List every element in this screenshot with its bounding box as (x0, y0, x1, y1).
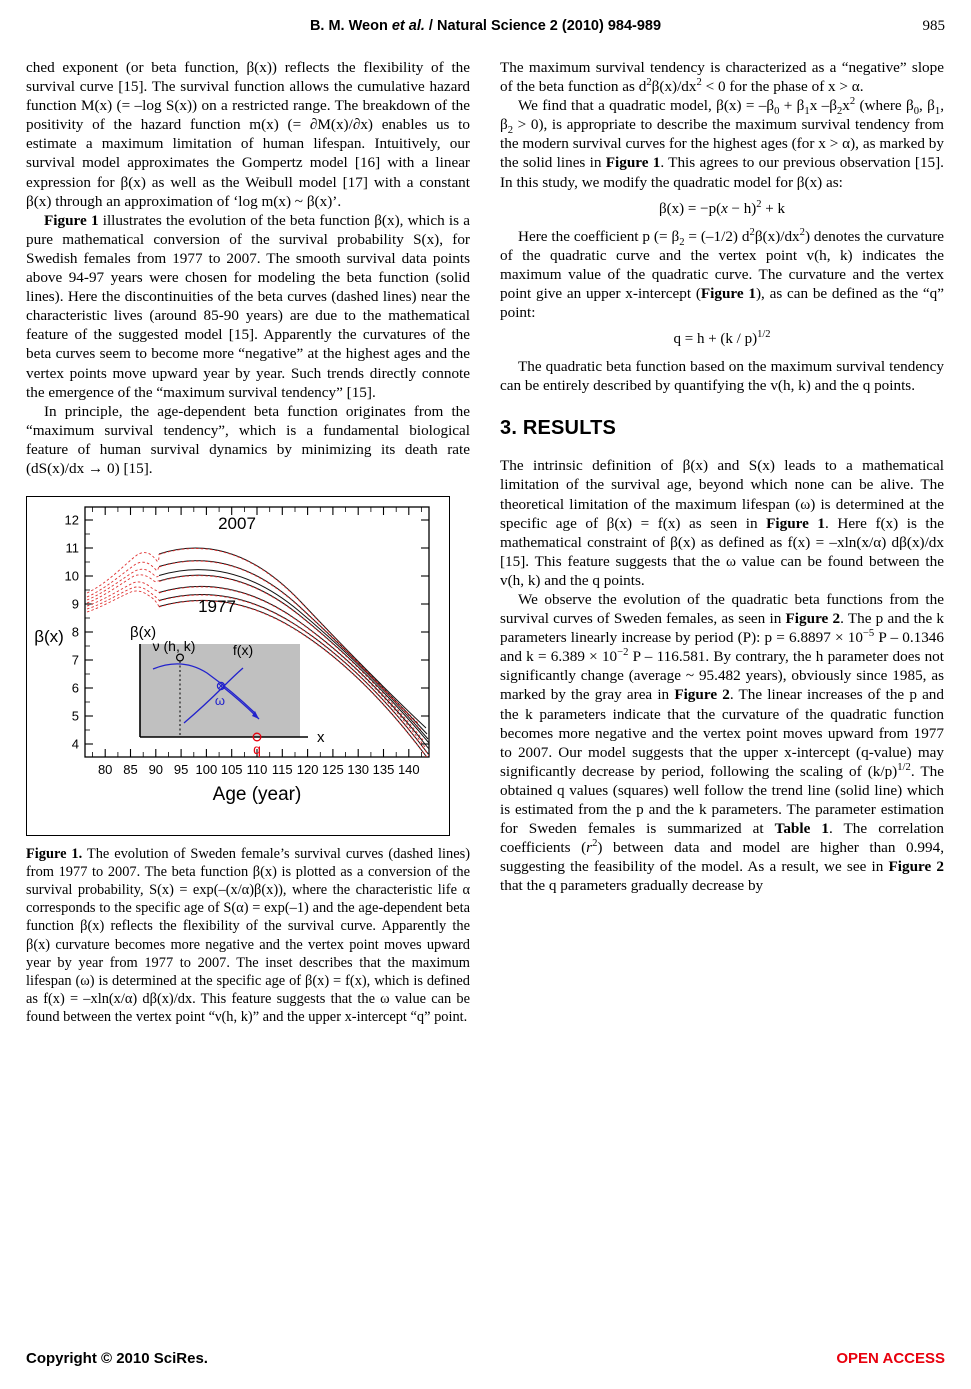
figure-1-caption-text: The evolution of Sweden female’s survival curves (dashed lines) from 1977 to 2007. The beta function β(x) is plotted as a conversion of the survival probability, S(x) = exp(–(x/α)β(x)), where the characteristic life α corresponds to the specific age of S(α) = exp(–1) and the age-dependent beta function β(x) reflects the flexibility of the survival curve. Apparently the β(x) curvature becomes more negative and the vertex point moves upward year by year from 1977 to 2007. The inset describes that the maximum lifespan (ω) is determined at the specific age of β(x) = f(x), which is defined as f(x) = –xln(x/α) dβ(x)/dx. This feature suggests that the ω value can be found between the vertex point “ν(h, k)” and the upper x-intercept “q” point. (26, 846, 470, 1025)
figure-1-ref-r3: Figure 1 (766, 514, 826, 532)
running-head-title-pre: B. M. Weon (309, 18, 392, 34)
x-tick-80: 80 (97, 762, 113, 778)
x-axis-labels (98, 762, 420, 777)
right-paragraph-6a: We observe the evolution of the quadratic beta functions from the survival curves of Sweden females, as seen in (500, 590, 944, 628)
running-head-title (26, 16, 945, 36)
right-paragraph-4: The quadratic beta function based on the maximum survival tendency can be entirely described by quantifying the v(h, k) and the q points. (500, 358, 944, 395)
right-paragraph-5 (500, 456, 944, 590)
right-paragraph-1: The maximum survival tendency is characterized as a “negative” slope of the beta function as $d^2\beta(x)/dx^2 < 0$ for the phase of x > α. (500, 59, 944, 96)
figure-2-ref-r1: Figure 2 (785, 610, 841, 628)
equation-1: $\beta(x) = -p(x - h)^2 + k$ (659, 198, 785, 217)
section-title-results: 3. RESULTS (500, 417, 617, 440)
right-paragraph-5a: The intrinsic definition of β(x) and S(x) leads to a mathematical limitation of the survival age, beyond which none can be alive. The theoretical limitation of the maximum lifespan (ω) is determined at the specific age of β(x) = f(x) as seen in (500, 457, 944, 532)
open-access-label[interactable]: OPEN ACCESS (836, 1350, 945, 1367)
figure-1-ref-r2: Figure 1 (700, 284, 756, 302)
right-paragraph-6: We observe the evolution of the quadratic beta functions from the survival curves of Sweden females, as seen in Figure 2. The p and the k parameters linearly increase by period (P): $p = 6.8897 \times 10^{-5}$ P – 0.1346 and $k = 6.389 \times 10^{-2}$ P – 116.581. By contrary, the h parameter does not significantly change (average ~ 95.482 years), obviously since 1985, as marked by the gray area in Figure 2. The linear increases of the p and the k parameters indicate that the curvature of the quadratic function becomes more negative and the vertex point moves upward from 1977 to 2007. Our model suggests that the upper x-intercept (q-value) may significantly decrease by period, following the scaling of $(k/p)^{1/2}$. The obtained q values (squares) well follow the trend line (solid line) which is estimated from the p and the k parameters. The parameter estimation for Sweden females is summarized at Table 1. The correlation coefficients $(r^2)$ between data and model are higher than 0.994, suggesting the feasibility of the model. As a result, we see in Figure 2 that the q parameters gradually decrease by (500, 590, 945, 895)
y-tick-12: 12 (64, 512, 79, 528)
x-tick-85: 85 (123, 762, 138, 778)
y-tick-11: 11 (65, 540, 79, 556)
x-tick-115: 115 (271, 762, 293, 778)
left-paragraph-1: ched exponent (or beta function, β(x)) reflects the flexibility of the survival curve [15]. The survival function allows the cumulative hazard function M(x) (= –log S(x)) on a restricted range. The breakdown of the positivity of the hazard function m(x) (= ∂M(x)/∂x) enables us to estimate a maximum limitation of human lifespan. Intuitively, our survival model approximates the Gompertz model [16] with a linear expression for β(x) as well as the Weibull model [17] with a constant β(x) through an approximation of ‘log m(x) ~ β(x)’. (26, 59, 470, 210)
annotation-1977: 1977 (198, 597, 236, 617)
figure-1-caption-label: Figure 1. (26, 846, 83, 863)
y-axis-title: β(x) (34, 627, 64, 647)
running-head (26, 16, 945, 42)
annotation-2007: 2007 (218, 514, 256, 534)
left-paragraph-2 (26, 211, 470, 402)
left-paragraph-3: In principle, the age-dependent beta function originates from the “maximum survival tendency”, which is a fundamental biological feature of human survival dynamics by minimizing its death rate (dS(x)/dx → 0) [15]. (26, 402, 470, 477)
beta-function-chart (27, 497, 449, 835)
right-paragraph-3: Here the coefficient p (= $\beta_2 = (-1/2)$ $d^2\beta(x)/dx^2$) denotes the curvature of the quadratic curve and the vertex point v(h, k) indicates the maximum value of the quadratic curve. The curvature and the vertex point give an upper x-intercept (Figure 1), as can be defined as the “q” point: (500, 226, 945, 322)
y-tick-5: 5 (71, 708, 79, 724)
equation-2: q = h + (k / p)$^{1/2}$ (673, 329, 771, 348)
left-paragraph-2-text: illustrates the evolution of the beta function β(x), which is a pure mathematical conversion of the survival probability S(x), for Swedish females from 1977 to 2007. The smooth survival data points above 94-97 years were chosen for modeling the beta function (solid lines). Here the discontinuities of the beta curves (dashed lines) near the characteristic lives (around 85-90 years) are due to the mathematical feature of the suggested model [15]. Apparently the curvatures of the beta curves seem to become more “negative” at the highest ages and the vertex points move upward year by year. Such trends directly connote the emergence of the “maximum survival tendency” [15]. (26, 211, 471, 401)
inset-q-label: q (253, 741, 261, 758)
right-column (500, 58, 944, 1026)
figure-1-ref-r1: Figure 1 (605, 154, 661, 172)
y-tick-10: 10 (64, 568, 79, 584)
y-axis-labels (65, 513, 79, 752)
running-head-etal: et al. (391, 18, 425, 34)
x-tick-105: 105 (220, 762, 243, 778)
y-tick-8: 8 (71, 624, 79, 640)
figure-1-caption (26, 845, 470, 1026)
table-1-ref: Table 1 (774, 820, 829, 838)
right-paragraph-5b: . Here f(x) is the mathematical constraint of β(x) as defined as f(x) = –xln(x/α) dβ(x)/dx [15]. This feature suggests that the ω value can be found between the v(h, k) and the q points. (500, 514, 944, 589)
inset-omega-label: ω (214, 693, 226, 709)
y-tick-4: 4 (71, 736, 79, 752)
y-tick-9: 9 (71, 596, 79, 612)
copyright-text: Copyright © 2010 SciRes. (26, 1350, 208, 1367)
x-tick-135: 135 (372, 762, 395, 778)
inset-vertex-label: ν (h, k) (152, 638, 196, 655)
figure-1-ref-left: Figure 1 (44, 211, 99, 229)
x-tick-110: 110 (246, 762, 268, 778)
x-tick-90: 90 (148, 762, 164, 778)
running-head-title-post: / Natural Science 2 (2010) 984-989 (424, 18, 662, 34)
figure-1 (26, 496, 470, 1026)
x-tick-95: 95 (173, 762, 189, 778)
x-tick-140: 140 (397, 762, 420, 778)
inset-x-axis-label: x (317, 729, 325, 747)
y-tick-6: 6 (71, 680, 79, 696)
y-tick-7: 7 (71, 652, 79, 668)
left-column (26, 58, 470, 1026)
x-tick-125: 125 (322, 762, 344, 778)
x-axis-title: Age (year) (212, 784, 302, 806)
figure-1-plot (26, 496, 450, 836)
inset-fx-label: f(x) (232, 642, 254, 659)
two-column-body (26, 58, 945, 1026)
right-paragraph-2: We find that a quadratic model, $\beta(x) = -\beta_0 + \beta_1x$ $-\beta_2x^2$ (where $\beta_0$, $\beta_1$, $\beta_2 > 0$), is appropriate to describe the maximum survival tendency from the modern survival curves for the highest ages (for x > α), as marked by the solid lines in Figure 1. This agrees to our previous observation [15]. In this study, we modify the quadratic model for β(x) as: (500, 96, 944, 191)
figure-2-ref-r3: Figure 2 (888, 858, 944, 876)
figure-2-ref-r2: Figure 2 (674, 686, 730, 704)
page-footer (26, 1350, 945, 1367)
x-tick-120: 120 (296, 762, 319, 778)
inset-diagram (130, 624, 325, 757)
x-tick-130: 130 (347, 762, 370, 778)
page-number: 985 (922, 18, 945, 34)
inset-y-axis-label: β(x) (130, 624, 157, 642)
x-tick-100: 100 (195, 762, 218, 778)
